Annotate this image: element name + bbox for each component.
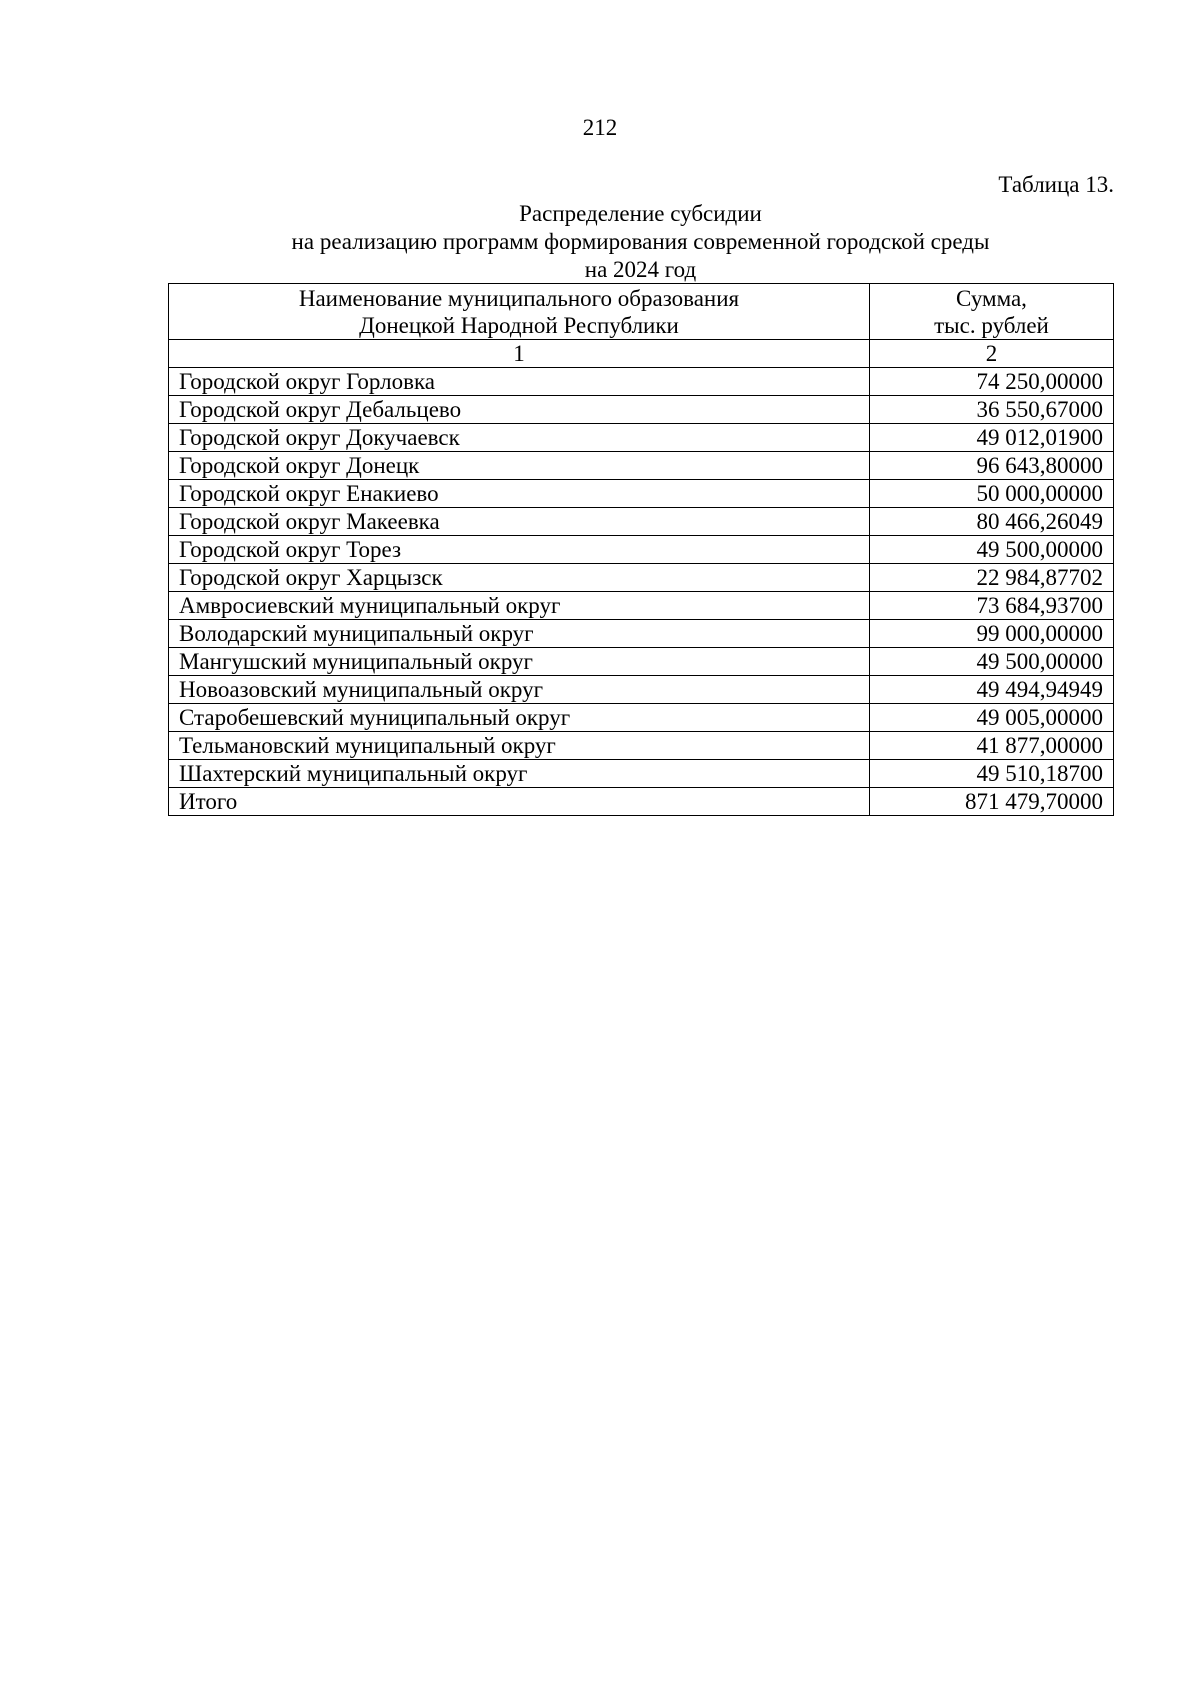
municipality-name-cell: Тельмановский муниципальный округ — [169, 732, 870, 760]
header-sum-line-1: Сумма, — [956, 285, 1027, 311]
sum-cell: 41 877,00000 — [870, 732, 1114, 760]
table-title-line-1: Распределение субсидии — [519, 201, 762, 226]
table-title-line-2: на реализацию программ формирования современной городской среды — [291, 229, 990, 254]
table-row — [169, 452, 1114, 480]
table-row — [169, 536, 1114, 564]
table-title-line-3: на 2024 год — [584, 257, 697, 282]
municipality-name-cell: Городской округ Горловка — [169, 368, 870, 396]
municipality-name-cell: Городской округ Дебальцево — [169, 396, 870, 424]
sum-cell: 36 550,67000 — [870, 396, 1114, 424]
sum-cell: 73 684,93700 — [870, 592, 1114, 620]
table-row — [169, 704, 1114, 732]
sum-cell: 49 500,00000 — [870, 536, 1114, 564]
table-row — [169, 396, 1114, 424]
sum-cell: 49 012,01900 — [870, 424, 1114, 452]
table-row — [169, 648, 1114, 676]
page-number: 212 — [582, 115, 618, 140]
municipality-name-cell: Городской округ Докучаевск — [169, 424, 870, 452]
table-row — [169, 368, 1114, 396]
sum-cell: 99 000,00000 — [870, 620, 1114, 648]
sum-cell: 49 005,00000 — [870, 704, 1114, 732]
sum-cell: 49 494,94949 — [870, 676, 1114, 704]
subsidy-distribution-table — [168, 283, 1114, 816]
municipality-name-cell: Володарский муниципальный округ — [169, 620, 870, 648]
header-sum-line-2: тыс. рублей — [934, 312, 1049, 338]
sum-cell: 49 500,00000 — [870, 648, 1114, 676]
municipality-name-cell: Городской округ Донецк — [169, 452, 870, 480]
table-row — [169, 564, 1114, 592]
table-header-row — [169, 284, 1114, 340]
sum-cell: 50 000,00000 — [870, 480, 1114, 508]
sum-cell: 49 510,18700 — [870, 760, 1114, 788]
municipality-name-cell: Городской округ Торез — [169, 536, 870, 564]
header-name-line-1: Наименование муниципального образования — [298, 285, 740, 311]
total-row — [169, 788, 1114, 816]
header-name-line-2: Донецкой Народной Республики — [359, 312, 679, 338]
municipality-name-cell: Мангушский муниципальный округ — [169, 648, 870, 676]
table-title — [168, 200, 1113, 284]
header-municipality-name — [169, 284, 870, 340]
municipality-name-cell: Шахтерский муниципальный округ — [169, 760, 870, 788]
table-row — [169, 760, 1114, 788]
municipality-name-cell: Старобешевский муниципальный округ — [169, 704, 870, 732]
table-row — [169, 732, 1114, 760]
table-row — [169, 508, 1114, 536]
sum-cell: 74 250,00000 — [870, 368, 1114, 396]
municipality-name-cell: Новоазовский муниципальный округ — [169, 676, 870, 704]
column-number-2: 2 — [870, 340, 1114, 368]
column-number-1: 1 — [169, 340, 870, 368]
sum-cell: 22 984,87702 — [870, 564, 1114, 592]
table-row — [169, 592, 1114, 620]
municipality-name-cell: Городской округ Енакиево — [169, 480, 870, 508]
table-row — [169, 620, 1114, 648]
table-row — [169, 480, 1114, 508]
municipality-name-cell: Городской округ Харцызск — [169, 564, 870, 592]
table-row — [169, 676, 1114, 704]
municipality-name-cell: Амвросиевский муниципальный округ — [169, 592, 870, 620]
total-label-cell: Итого — [169, 788, 870, 816]
table-row — [169, 424, 1114, 452]
table-label: Таблица 13. — [998, 172, 1114, 197]
sum-cell: 80 466,26049 — [870, 508, 1114, 536]
total-sum-cell: 871 479,70000 — [870, 788, 1114, 816]
sum-cell: 96 643,80000 — [870, 452, 1114, 480]
municipality-name-cell: Городской округ Макеевка — [169, 508, 870, 536]
column-number-row — [169, 340, 1114, 368]
header-sum — [870, 284, 1114, 340]
